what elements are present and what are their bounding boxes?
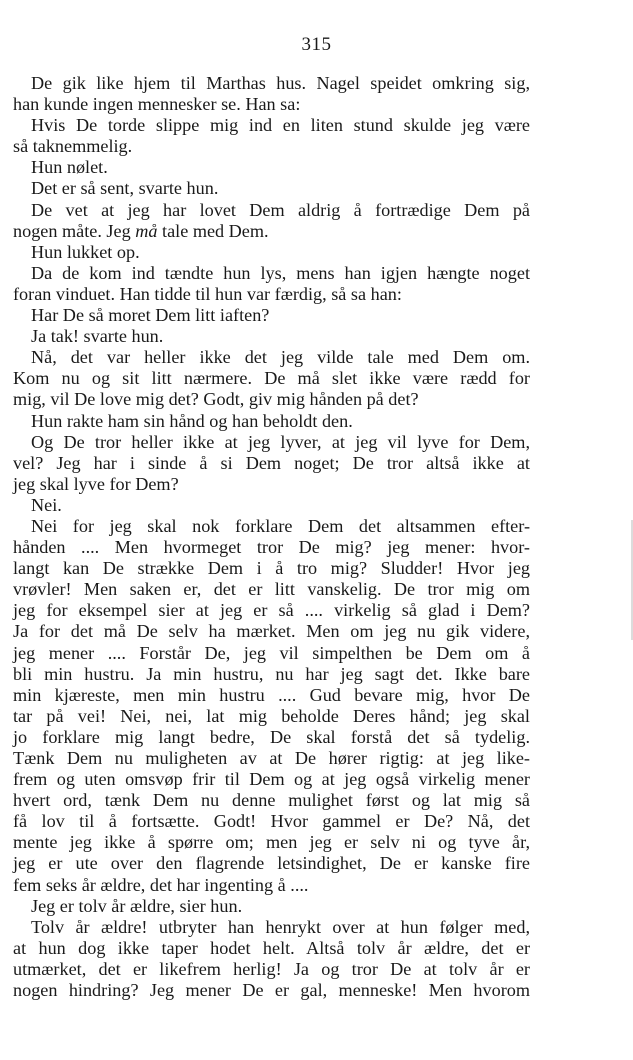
text-line: fem seks år ældre, det har ingenting å .... bbox=[13, 874, 309, 895]
text-line: jeg for eksempel sier at jeg er så .... virkelig så glad i Dem? bbox=[13, 600, 530, 621]
text-line: Hun nølet. bbox=[31, 157, 108, 178]
page-number: 315 bbox=[301, 34, 332, 55]
text-line: Kom nu og sit litt nærmere. De må slet ikke være rædd for bbox=[13, 368, 530, 389]
text-line: min kjæreste, men min hustru .... Gud bevare mig, hvor De bbox=[13, 684, 530, 705]
text-line: mente jeg ikke å spørre om; men jeg er selv ni og tyve år, bbox=[13, 832, 530, 853]
text-line: så taknemmelig. bbox=[13, 136, 133, 157]
text-line: nogen måte. Jeg må tale med Dem. bbox=[13, 220, 269, 241]
text-line: Hvis De torde slippe mig ind en liten stund skulde jeg være bbox=[31, 115, 530, 136]
text-line: Det er så sent, svarte hun. bbox=[31, 178, 219, 199]
text-line: hånden .... Men hvormeget tror De mig? jeg mener: hvor- bbox=[13, 537, 530, 558]
text-line: vrøvler! Men saken er, det er litt vanskelig. De tror mig om bbox=[13, 579, 530, 600]
text-line: Nei. bbox=[31, 494, 62, 515]
text-line: Nå, det var heller ikke det jeg vilde tale med Dem om. bbox=[31, 347, 530, 368]
text-line: nogen hindring? Jeg mener De er gal, menneske! Men hvorom bbox=[13, 980, 530, 1001]
text-line: jeg mener .... Forstår De, jeg vil simpelthen be Dem om å bbox=[13, 642, 530, 663]
text-line: mig, vil De love mig det? Godt, giv mig hånden på det? bbox=[13, 389, 419, 410]
text-line: jeg skal lyve for Dem? bbox=[13, 473, 179, 494]
emphasis: må bbox=[135, 220, 158, 241]
text-line: De vet at jeg har lovet Dem aldrig å fortrædige Dem på bbox=[31, 199, 530, 220]
text-line: jeg er ute over den flagrende letsindighet, De er kanske fire bbox=[13, 853, 530, 874]
text-line: han kunde ingen mennesker se. Han sa: bbox=[13, 94, 301, 115]
text-line: få lov til å fortsætte. Godt! Hvor gammel er De? Nå, det bbox=[13, 811, 530, 832]
text-line: Tænk Dem nu muligheten av at De hører rigtig: at jeg like- bbox=[13, 748, 530, 768]
text-line: foran vinduet. Han tidde til hun var færdig, så sa han: bbox=[13, 283, 402, 304]
text-line: utmærket, det er likefrem herlig! Ja og tror De at tolv år er bbox=[13, 958, 530, 979]
text-line: Og De tror heller ikke at jeg lyver, at jeg vil lyve for Dem, bbox=[31, 431, 530, 452]
text-line: at hun dog ikke taper hodet helt. Altså tolv år ældre, det er bbox=[13, 937, 530, 958]
text-line: Tolv år ældre! utbryter han henrykt over at hun følger med, bbox=[31, 916, 530, 937]
text-line: Hun lukket op. bbox=[31, 241, 140, 262]
text-line: Har De så moret Dem litt iaften? bbox=[31, 305, 270, 326]
text-line: Jeg er tolv år ældre, sier hun. bbox=[31, 895, 243, 916]
text-line: frem og uten omsvøp frir til Dem og at jeg også virkelig mener bbox=[13, 769, 530, 790]
text-line: Ja tak! svarte hun. bbox=[31, 326, 164, 347]
text-line: Da de kom ind tændte hun lys, mens han igjen hængte noget bbox=[31, 262, 530, 283]
text-line: tar på vei! Nei, nei, lat mig beholde Deres hånd; jeg skal bbox=[13, 705, 530, 726]
text-line: vel? Jeg har i sinde å si Dem noget; De tror altså ikke at bbox=[13, 452, 530, 473]
text-line: Nei for jeg skal nok forklare Dem det altsammen efter- bbox=[31, 515, 530, 536]
text-line: hvert ord, tænk Dem nu denne mulighet først og lat mig så bbox=[13, 790, 530, 811]
body-text bbox=[13, 73, 530, 1001]
text-line: De gik like hjem til Marthas hus. Nagel speidet omkring sig, bbox=[31, 73, 530, 93]
text-line: langt kan De strække Dem i å tro mig? Sludder! Hvor jeg bbox=[13, 558, 530, 579]
text-line: Hun rakte ham sin hånd og han beholdt den. bbox=[31, 410, 353, 431]
text-line: Ja for det må De selv ha mærket. Men om jeg nu gik videre, bbox=[13, 621, 530, 642]
text-line: jo forklare mig langt bedre, De skal forstå det så tydelig. bbox=[13, 726, 530, 747]
text-line: bli min hustru. Ja min hustru, nu har jeg sagt det. Ikke bare bbox=[13, 663, 530, 684]
